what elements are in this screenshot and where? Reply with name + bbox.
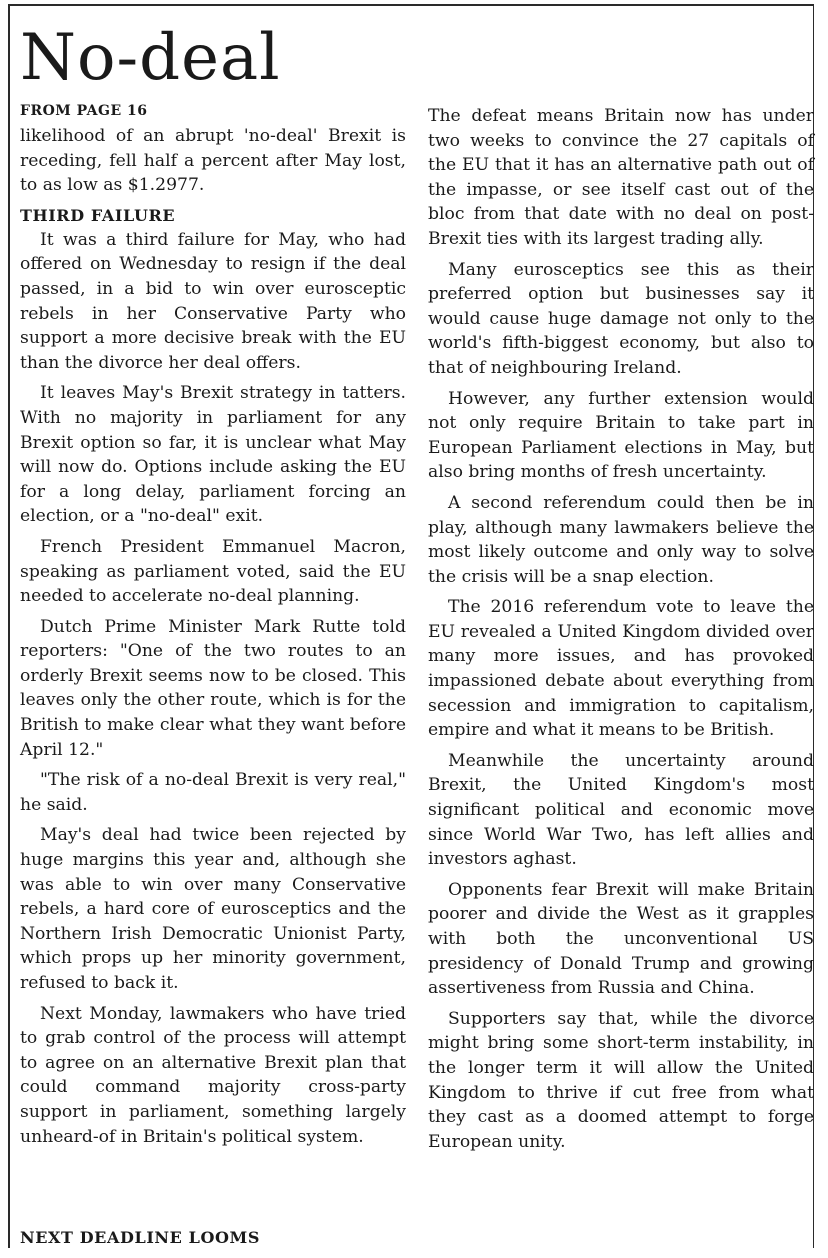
left-paragraph: "The risk of a no-deal Brexit is very real," he said. bbox=[20, 770, 406, 815]
left-paragraph: May's deal had twice been rejected by huge margins this year and, although she was able to win over many Conservative rebels, a hard core of eurosceptics and the Northern Irish Democratic Unionist Party, which props up her minority government, refused to back it. bbox=[20, 825, 406, 993]
right-column bbox=[428, 104, 814, 1160]
left-paragraph: French President Emmanuel Macron, speaking as parliament voted, said the EU needed to accelerate no-deal planning. bbox=[20, 536, 406, 607]
top-border-rule bbox=[8, 4, 814, 6]
left-paragraph: It was a third failure for May, who had offered on Wednesday to resign if the deal passed, in a bid to win over eurosceptic rebels in her Conservative Party who support a more decisive break with the EU than the divorce her deal offers. bbox=[20, 229, 406, 373]
right-paragraph: Opponents fear Brexit will make Britain poorer and divide the West as it grapples with both the unconventional US presidency of Donald Trump and growing assertiveness from Russia and China. bbox=[428, 879, 814, 999]
right-paragraph: Meanwhile the uncertainty around Brexit, the United Kingdom's most significant political and economic move since World War Two, has left allies and investors aghast. bbox=[428, 750, 814, 870]
right-paragraph: However, any further extension would not only require Britain to take part in European Parliament elections in May, but also bring months of fresh uncertainty. bbox=[428, 388, 814, 483]
left-column bbox=[20, 100, 406, 1155]
right-paragraph: Many eurosceptics see this as their preferred option but businesses say it would cause huge damage not only to the world's fifth-biggest economy, but also to that of neighbouring Ireland. bbox=[428, 259, 814, 378]
headline: No-deal bbox=[20, 21, 281, 95]
left-paragraph: Next Monday, lawmakers who have tried to grab control of the process will attempt to agree on an alternative Brexit plan that could command majority cross-party support in parliament, something largely unheard-of in Britain's political system. bbox=[20, 1003, 406, 1147]
left-border-rule bbox=[8, 4, 10, 1248]
left-paragraph: It leaves May's Brexit strategy in tatters. With no majority in parliament for any Brexit option so far, it is unclear what May will now do. Options include asking the EU for a long delay, parliament forcing an election, or a "no-deal" exit. bbox=[20, 383, 406, 527]
intro-paragraph: likelihood of an abrupt 'no-deal' Brexit is receding, fell half a percent after May lost, to as low as $1.2977. bbox=[20, 126, 406, 196]
jump-line: FROM PAGE 16 bbox=[20, 103, 148, 119]
left-paragraph: Dutch Prime Minister Mark Rutte told reporters: "One of the two routes to an orderly Brexit seems now to be closed. This leaves only the other route, which is for the British to make clear what they want before April 12." bbox=[20, 616, 406, 760]
subhead-next-deadline-looms: NEXT DEADLINE LOOMS bbox=[20, 1228, 260, 1247]
right-paragraph: The 2016 referendum vote to leave the EU revealed a United Kingdom divided over many more issues, and has provoked impassioned debate about everything from secession and immigration to capitalism, empire and what it means to be British. bbox=[428, 597, 814, 741]
right-paragraph: A second referendum could then be in play, although many lawmakers believe the most likely outcome and only way to solve the crisis will be a snap election. bbox=[428, 492, 814, 587]
right-paragraph: Supporters say that, while the divorce might bring some short-term instability, in the longer term it will allow the United Kingdom to thrive if cut free from what they cast as a doomed attempt to forge European unity. bbox=[428, 1008, 814, 1152]
right-paragraph: The defeat means Britain now has under two weeks to convince the 27 capitals of the EU that it has an alternative path out of the impasse, or see itself cast out of the bloc from that date with no deal on post-Brexit ties with its largest trading ally. bbox=[428, 106, 814, 249]
subhead-third-failure: THIRD FAILURE bbox=[20, 205, 176, 225]
